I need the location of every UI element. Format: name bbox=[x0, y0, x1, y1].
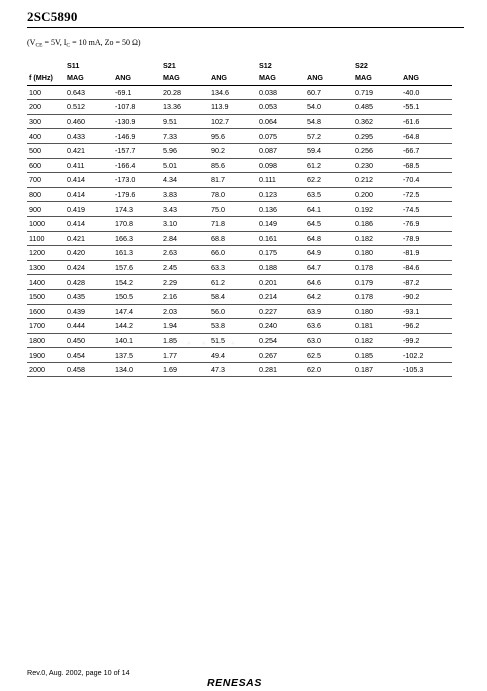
table-cell: -90.2 bbox=[401, 289, 452, 304]
table-cell: -99.2 bbox=[401, 333, 452, 348]
table-row bbox=[27, 85, 452, 100]
table-cell: 0.064 bbox=[257, 114, 305, 129]
table-row bbox=[27, 173, 452, 188]
table-cell: 1.69 bbox=[161, 362, 209, 377]
group-header-s21: S21 bbox=[163, 60, 176, 70]
table-row bbox=[27, 158, 452, 173]
table-cell: 1800 bbox=[27, 333, 65, 348]
table-cell: 147.4 bbox=[113, 304, 161, 319]
conditions-open: (V bbox=[27, 38, 36, 47]
group-header-s12: S12 bbox=[259, 60, 272, 70]
table-cell: -69.1 bbox=[113, 85, 161, 100]
table-cell: 62.2 bbox=[305, 173, 353, 188]
table-cell: -87.2 bbox=[401, 275, 452, 290]
table-cell: 0.182 bbox=[353, 333, 401, 348]
table-cell: 0.187 bbox=[353, 362, 401, 377]
table-row bbox=[27, 129, 452, 144]
table-cell: 61.2 bbox=[305, 158, 353, 173]
table-cell: 0.420 bbox=[65, 246, 113, 261]
column-header-mag: MAG bbox=[257, 71, 305, 85]
table-cell: 3.10 bbox=[161, 216, 209, 231]
table-row bbox=[27, 187, 452, 202]
s-parameter-table bbox=[27, 59, 452, 377]
table-cell: 0.362 bbox=[353, 114, 401, 129]
table-cell: 600 bbox=[27, 158, 65, 173]
table-cell: 0.227 bbox=[257, 304, 305, 319]
table-cell: 66.0 bbox=[209, 246, 257, 261]
table-cell: 64.6 bbox=[305, 275, 353, 290]
table-cell: 800 bbox=[27, 187, 65, 202]
table-cell: 0.201 bbox=[257, 275, 305, 290]
table-cell: 59.4 bbox=[305, 143, 353, 158]
table-cell: 64.7 bbox=[305, 260, 353, 275]
table-cell: 170.8 bbox=[113, 216, 161, 231]
table-cell: 134.0 bbox=[113, 362, 161, 377]
table-cell: 0.433 bbox=[65, 129, 113, 144]
table-cell: -64.8 bbox=[401, 129, 452, 144]
table-cell: 0.295 bbox=[353, 129, 401, 144]
table-cell: 0.186 bbox=[353, 216, 401, 231]
page-footer: Rev.0, Aug. 2002, page 10 of 14 bbox=[27, 668, 130, 677]
table-cell: -78.9 bbox=[401, 231, 452, 246]
title-divider bbox=[27, 27, 464, 28]
table-cell: 0.178 bbox=[353, 289, 401, 304]
table-cell: 1.94 bbox=[161, 319, 209, 334]
table-cell: 154.2 bbox=[113, 275, 161, 290]
table-cell: -70.4 bbox=[401, 173, 452, 188]
table-cell: 0.230 bbox=[353, 158, 401, 173]
table-cell: 7.33 bbox=[161, 129, 209, 144]
table-cell: -84.6 bbox=[401, 260, 452, 275]
table-cell: 0.419 bbox=[65, 202, 113, 217]
table-cell: 0.175 bbox=[257, 246, 305, 261]
table-cell: 1.77 bbox=[161, 348, 209, 363]
table-cell: 78.0 bbox=[209, 187, 257, 202]
table-cell: 63.5 bbox=[305, 187, 353, 202]
group-header-s11: S11 bbox=[67, 60, 80, 70]
table-cell: 0.512 bbox=[65, 100, 113, 115]
table-cell: 0.435 bbox=[65, 289, 113, 304]
table-cell: 102.7 bbox=[209, 114, 257, 129]
document-title: 2SC5890 bbox=[27, 9, 78, 24]
table-cell: 300 bbox=[27, 114, 65, 129]
table-cell: 0.149 bbox=[257, 216, 305, 231]
table-cell: 71.8 bbox=[209, 216, 257, 231]
table-cell: 0.428 bbox=[65, 275, 113, 290]
table-cell: 64.1 bbox=[305, 202, 353, 217]
group-header-row bbox=[27, 59, 452, 71]
table-cell: 63.0 bbox=[305, 333, 353, 348]
table-cell: 0.212 bbox=[353, 173, 401, 188]
table-cell: 0.267 bbox=[257, 348, 305, 363]
table-cell: 0.123 bbox=[257, 187, 305, 202]
table-cell: 60.7 bbox=[305, 85, 353, 100]
table-cell: 174.3 bbox=[113, 202, 161, 217]
table-cell: 0.414 bbox=[65, 173, 113, 188]
table-cell: -105.3 bbox=[401, 362, 452, 377]
table-cell: 58.4 bbox=[209, 289, 257, 304]
table-cell: 0.136 bbox=[257, 202, 305, 217]
table-cell: 0.485 bbox=[353, 100, 401, 115]
table-cell: 100 bbox=[27, 85, 65, 100]
table-body bbox=[27, 85, 452, 377]
table-row bbox=[27, 231, 452, 246]
group-header-spacer bbox=[27, 59, 65, 71]
table-cell: 53.8 bbox=[209, 319, 257, 334]
measurement-conditions bbox=[27, 38, 141, 49]
table-cell: 0.200 bbox=[353, 187, 401, 202]
table-cell: -102.2 bbox=[401, 348, 452, 363]
table-cell: 0.414 bbox=[65, 187, 113, 202]
column-header-row bbox=[27, 71, 452, 85]
table-cell: 0.411 bbox=[65, 158, 113, 173]
table-cell: -130.9 bbox=[113, 114, 161, 129]
column-header-frequency: f (MHz) bbox=[27, 71, 65, 85]
table-cell: 0.421 bbox=[65, 231, 113, 246]
table-cell: 700 bbox=[27, 173, 65, 188]
table-row bbox=[27, 143, 452, 158]
table-cell: 166.3 bbox=[113, 231, 161, 246]
table-cell: 0.643 bbox=[65, 85, 113, 100]
table-cell: 1500 bbox=[27, 289, 65, 304]
table-cell: 0.460 bbox=[65, 114, 113, 129]
table-cell: 500 bbox=[27, 143, 65, 158]
table-row bbox=[27, 202, 452, 217]
column-header-ang: ANG bbox=[305, 71, 353, 85]
table-cell: 90.2 bbox=[209, 143, 257, 158]
table-row bbox=[27, 260, 452, 275]
table-cell: -76.9 bbox=[401, 216, 452, 231]
table-cell: 13.36 bbox=[161, 100, 209, 115]
table-cell: 157.6 bbox=[113, 260, 161, 275]
table-cell: 2.03 bbox=[161, 304, 209, 319]
table-cell: 200 bbox=[27, 100, 65, 115]
table-row bbox=[27, 114, 452, 129]
table-cell: 2.63 bbox=[161, 246, 209, 261]
table-cell: 49.4 bbox=[209, 348, 257, 363]
conditions-rest: = 10 mA, Zo = 50 Ω) bbox=[70, 38, 141, 47]
table-cell: 0.254 bbox=[257, 333, 305, 348]
table-cell: 161.3 bbox=[113, 246, 161, 261]
table-cell: -146.9 bbox=[113, 129, 161, 144]
table-cell: 62.5 bbox=[305, 348, 353, 363]
table-cell: 0.458 bbox=[65, 362, 113, 377]
table-cell: -157.7 bbox=[113, 143, 161, 158]
table-cell: 57.2 bbox=[305, 129, 353, 144]
table-cell: 4.34 bbox=[161, 173, 209, 188]
table-cell: 150.5 bbox=[113, 289, 161, 304]
column-header-mag: MAG bbox=[161, 71, 209, 85]
table-cell: -68.5 bbox=[401, 158, 452, 173]
table-cell: 9.51 bbox=[161, 114, 209, 129]
table-cell: -74.5 bbox=[401, 202, 452, 217]
table-cell: 2.16 bbox=[161, 289, 209, 304]
table-cell: 113.9 bbox=[209, 100, 257, 115]
table-cell: 0.111 bbox=[257, 173, 305, 188]
column-header-ang: ANG bbox=[113, 71, 161, 85]
table-cell: -96.2 bbox=[401, 319, 452, 334]
table-cell: 0.214 bbox=[257, 289, 305, 304]
table-cell: 0.179 bbox=[353, 275, 401, 290]
table-cell: -40.0 bbox=[401, 85, 452, 100]
table-cell: -61.6 bbox=[401, 114, 452, 129]
table-cell: -93.1 bbox=[401, 304, 452, 319]
table-cell: 54.0 bbox=[305, 100, 353, 115]
table-cell: 1900 bbox=[27, 348, 65, 363]
table-cell: 3.43 bbox=[161, 202, 209, 217]
table-row bbox=[27, 304, 452, 319]
table-cell: 64.5 bbox=[305, 216, 353, 231]
table-cell: 400 bbox=[27, 129, 65, 144]
table-cell: 0.439 bbox=[65, 304, 113, 319]
table-row bbox=[27, 333, 452, 348]
table-row bbox=[27, 216, 452, 231]
column-header-ang: ANG bbox=[209, 71, 257, 85]
table-cell: 54.8 bbox=[305, 114, 353, 129]
conditions-mid: = 5V, I bbox=[42, 38, 67, 47]
table-cell: -72.5 bbox=[401, 187, 452, 202]
table-cell: 0.256 bbox=[353, 143, 401, 158]
table-cell: 0.053 bbox=[257, 100, 305, 115]
table-cell: 0.424 bbox=[65, 260, 113, 275]
table-cell: 0.087 bbox=[257, 143, 305, 158]
table-cell: 0.180 bbox=[353, 304, 401, 319]
table-cell: 56.0 bbox=[209, 304, 257, 319]
table-cell: 0.038 bbox=[257, 85, 305, 100]
table-cell: 144.2 bbox=[113, 319, 161, 334]
table-cell: 85.6 bbox=[209, 158, 257, 173]
table-cell: 61.2 bbox=[209, 275, 257, 290]
table-cell: -55.1 bbox=[401, 100, 452, 115]
table-cell: 0.414 bbox=[65, 216, 113, 231]
table-cell: 0.240 bbox=[257, 319, 305, 334]
table-cell: 3.83 bbox=[161, 187, 209, 202]
table-cell: 1300 bbox=[27, 260, 65, 275]
table-row bbox=[27, 100, 452, 115]
table-cell: 62.0 bbox=[305, 362, 353, 377]
table-cell: 64.9 bbox=[305, 246, 353, 261]
group-header-s22: S22 bbox=[355, 60, 368, 70]
table-cell: 1100 bbox=[27, 231, 65, 246]
table-cell: -107.8 bbox=[113, 100, 161, 115]
table-cell: 900 bbox=[27, 202, 65, 217]
renesas-logo: RENESAS bbox=[207, 677, 262, 689]
table-cell: 0.281 bbox=[257, 362, 305, 377]
table-cell: 0.161 bbox=[257, 231, 305, 246]
table-cell: 0.192 bbox=[353, 202, 401, 217]
table-cell: 68.8 bbox=[209, 231, 257, 246]
table-cell: 64.2 bbox=[305, 289, 353, 304]
table-cell: 0.075 bbox=[257, 129, 305, 144]
table-cell: 2.84 bbox=[161, 231, 209, 246]
column-header-mag: MAG bbox=[353, 71, 401, 85]
table-cell: -179.6 bbox=[113, 187, 161, 202]
column-header-ang: ANG bbox=[401, 71, 452, 85]
table-cell: -81.9 bbox=[401, 246, 452, 261]
table-cell: 51.5 bbox=[209, 333, 257, 348]
table-cell: 1700 bbox=[27, 319, 65, 334]
table-cell: 140.1 bbox=[113, 333, 161, 348]
table-cell: 63.3 bbox=[209, 260, 257, 275]
table-cell: 63.9 bbox=[305, 304, 353, 319]
table-cell: 20.28 bbox=[161, 85, 209, 100]
table-row bbox=[27, 319, 452, 334]
ic-subscript: C bbox=[66, 42, 71, 49]
table-cell: 0.180 bbox=[353, 246, 401, 261]
table-row bbox=[27, 275, 452, 290]
table-cell: 2000 bbox=[27, 362, 65, 377]
table-row bbox=[27, 246, 452, 261]
table-cell: 0.421 bbox=[65, 143, 113, 158]
table-cell: -166.4 bbox=[113, 158, 161, 173]
table-row bbox=[27, 348, 452, 363]
table-cell: 1.85 bbox=[161, 333, 209, 348]
table-cell: 0.182 bbox=[353, 231, 401, 246]
table-cell: -173.0 bbox=[113, 173, 161, 188]
table-cell: 5.96 bbox=[161, 143, 209, 158]
vce-subscript: CE bbox=[35, 42, 43, 49]
table-cell: 63.6 bbox=[305, 319, 353, 334]
table-cell: 0.719 bbox=[353, 85, 401, 100]
table-cell: 137.5 bbox=[113, 348, 161, 363]
table-cell: 5.01 bbox=[161, 158, 209, 173]
table-cell: 1600 bbox=[27, 304, 65, 319]
table-cell: 75.0 bbox=[209, 202, 257, 217]
table-cell: 95.6 bbox=[209, 129, 257, 144]
table-cell: 2.29 bbox=[161, 275, 209, 290]
table-cell: 1400 bbox=[27, 275, 65, 290]
table-cell: 1200 bbox=[27, 246, 65, 261]
table-cell: 0.454 bbox=[65, 348, 113, 363]
table-cell: -66.7 bbox=[401, 143, 452, 158]
table-cell: 47.3 bbox=[209, 362, 257, 377]
table-row bbox=[27, 289, 452, 304]
table-cell: 64.8 bbox=[305, 231, 353, 246]
table-cell: 134.6 bbox=[209, 85, 257, 100]
table-cell: 0.444 bbox=[65, 319, 113, 334]
table-row bbox=[27, 362, 452, 377]
table-cell: 81.7 bbox=[209, 173, 257, 188]
column-header-mag: MAG bbox=[65, 71, 113, 85]
table-cell: 0.098 bbox=[257, 158, 305, 173]
table-cell: 0.178 bbox=[353, 260, 401, 275]
table-cell: 0.185 bbox=[353, 348, 401, 363]
table-cell: 1000 bbox=[27, 216, 65, 231]
table-cell: 0.181 bbox=[353, 319, 401, 334]
table-cell: 0.450 bbox=[65, 333, 113, 348]
table-cell: 2.45 bbox=[161, 260, 209, 275]
table-cell: 0.188 bbox=[257, 260, 305, 275]
